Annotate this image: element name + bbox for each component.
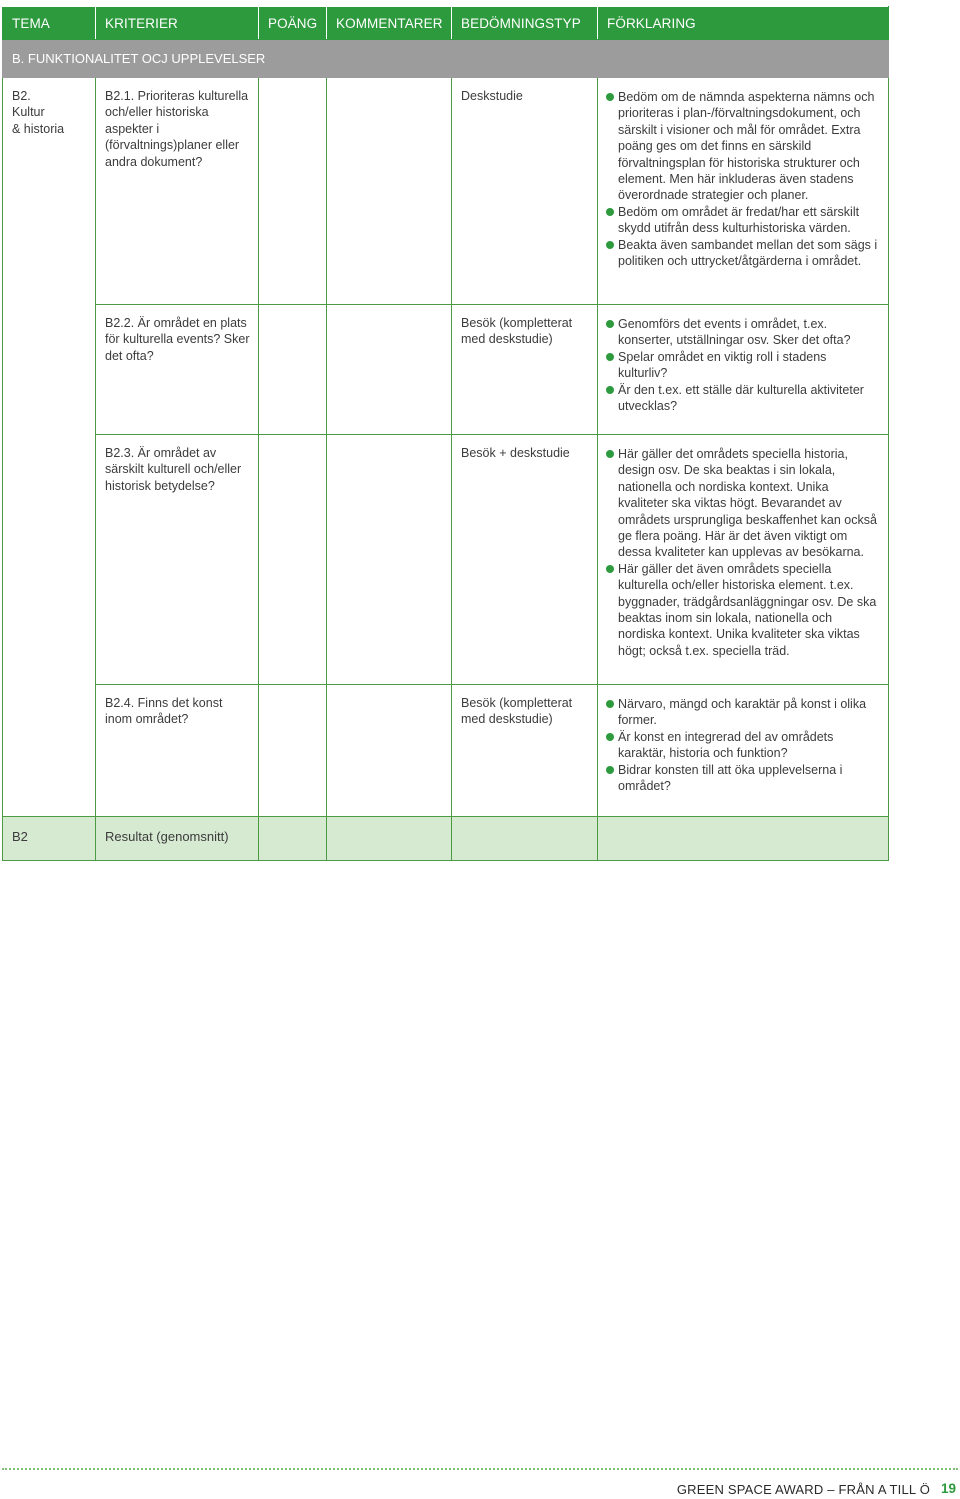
result-points (259, 817, 327, 861)
points-cell (259, 78, 327, 305)
result-explanation (598, 817, 889, 861)
criterion-cell: B2.3. Är området av särskilt kulturell och/eller historisk betydelse? (96, 435, 259, 685)
header-kommentarer: KOMMENTARER (327, 7, 452, 40)
criterion-cell: B2.1. Prioriteras kulturella och/eller historiska aspekter i (förvaltnings)planer eller andra dokument? (96, 78, 259, 305)
result-label: Resultat (genomsnitt) (96, 817, 259, 861)
bullet-icon (606, 565, 614, 573)
theme-code: B2. (12, 89, 31, 103)
explanation-item (618, 316, 878, 349)
table-row (3, 685, 889, 817)
criteria-table (2, 6, 889, 861)
explanation-cell (598, 78, 889, 305)
footer-title: GREEN SPACE AWARD – FRÅN A TILL Ö (676, 1482, 930, 1497)
header-kriterier: KRITERIER (96, 7, 259, 40)
result-code: B2 (3, 817, 96, 861)
bullet-icon (606, 733, 614, 741)
comments-cell (327, 78, 452, 305)
explanation-text: Närvaro, mängd och karaktär på konst i olika former. (618, 697, 867, 728)
footer-divider (2, 1468, 958, 1470)
header-forklaring: FÖRKLARING (598, 7, 889, 40)
assessment-cell: Deskstudie (452, 78, 598, 305)
explanation-text: Bidrar konsten till att öka upplevelserna i området? (618, 762, 843, 794)
bullet-icon (606, 320, 614, 328)
assessment-cell: Besök (kompletterat med deskstudie) (452, 305, 598, 435)
points-cell (259, 435, 327, 685)
explanation-item (618, 204, 878, 237)
result-row (3, 817, 889, 861)
criterion-cell: B2.2. Är området en plats för kulturella events? Sker det ofta? (96, 305, 259, 435)
comments-cell (327, 305, 452, 435)
explanation-text: Är den t.ex. ett ställe där kulturella aktiviteter utvecklas? (618, 382, 864, 414)
theme-line-1: Kultur (12, 105, 45, 120)
explanation-item (618, 237, 878, 270)
explanation-text: Här gäller det även områdets speciella kulturella och/eller historiska element. t.ex. byggnader, trädgårdsanläggningar osv. De ska beaktas inom sin lokala, nationella och nordiska kontext. Unika kvaliteter ska viktas högt; också t.ex. speciella träd. (618, 561, 877, 658)
comments-cell (327, 435, 452, 685)
theme-cell (3, 78, 96, 817)
explanation-text: Bedöm om området är fredat/har ett särskilt skydd utifrån dess kulturhistoriska värden. (618, 204, 860, 236)
result-assessment (452, 817, 598, 861)
bullet-icon (606, 700, 614, 708)
explanation-text: Spelar området en viktig roll i stadens kulturliv? (618, 349, 827, 381)
bullet-icon (606, 241, 614, 249)
table-row (3, 305, 889, 435)
explanation-item (618, 696, 878, 729)
section-row (3, 40, 889, 78)
bullet-icon (606, 766, 614, 774)
points-cell (259, 305, 327, 435)
explanation-item (618, 762, 878, 795)
explanation-text: Beakta även sambandet mellan det som sägs i politiken och uttrycket/åtgärderna i området. (618, 237, 878, 269)
header-bedomningstyp: BEDÖMNINGSTYP (452, 7, 598, 40)
page-number: 19 (940, 1481, 956, 1496)
explanation-item (618, 446, 878, 561)
header-poang: POÄNG (259, 7, 327, 40)
section-title: B. FUNKTIONALITET OCJ UPPLEVELSER (3, 40, 889, 78)
bullet-icon (606, 353, 614, 361)
criterion-cell: B2.4. Finns det konst inom området? (96, 685, 259, 817)
explanation-item (618, 89, 878, 204)
explanation-text: Genomförs det events i området, t.ex. konserter, utställningar osv. Sker det ofta? (618, 317, 851, 348)
explanation-item (618, 729, 878, 762)
explanation-item (618, 561, 878, 659)
table-header-row (3, 7, 889, 40)
table-row (3, 435, 889, 685)
explanation-item (618, 349, 878, 382)
bullet-icon (606, 208, 614, 216)
theme-line-2: & historia (12, 121, 65, 136)
explanation-cell (598, 435, 889, 685)
explanation-text: Är konst en integrerad del av områdets karaktär, historia och funktion? (618, 729, 834, 761)
points-cell (259, 685, 327, 817)
explanation-cell (598, 305, 889, 435)
assessment-cell: Besök (kompletterat med deskstudie) (452, 685, 598, 817)
assessment-cell: Besök + deskstudie (452, 435, 598, 685)
explanation-text: Bedöm om de nämnda aspekterna nämns och prioriteras i plan-/förvaltningsdokument, och särskilt i visioner och mål för området. Extra poäng ges om det finns en särskild förvaltningsplan för historiska strukturer och element. Men här inkluderas även stadens överordnade strategier och planer. (618, 90, 875, 203)
header-tema: TEMA (3, 7, 96, 40)
bullet-icon (606, 450, 614, 458)
table-row (3, 78, 889, 305)
explanation-text: Här gäller det områdets speciella historia, design osv. De ska beaktas i sin lokala, nationella och nordiska kontext. Unika kvaliteter ska viktas högt. Bevarandet av områdets ursprungliga beskaffenhet kan också ge flera poäng. Här är det även viktigt om dessa kvaliteter kan upplevas av besökarna. (618, 447, 877, 560)
explanation-item (618, 382, 878, 415)
result-comments (327, 817, 452, 861)
bullet-icon (606, 386, 614, 394)
bullet-icon (606, 93, 614, 101)
explanation-cell (598, 685, 889, 817)
comments-cell (327, 685, 452, 817)
